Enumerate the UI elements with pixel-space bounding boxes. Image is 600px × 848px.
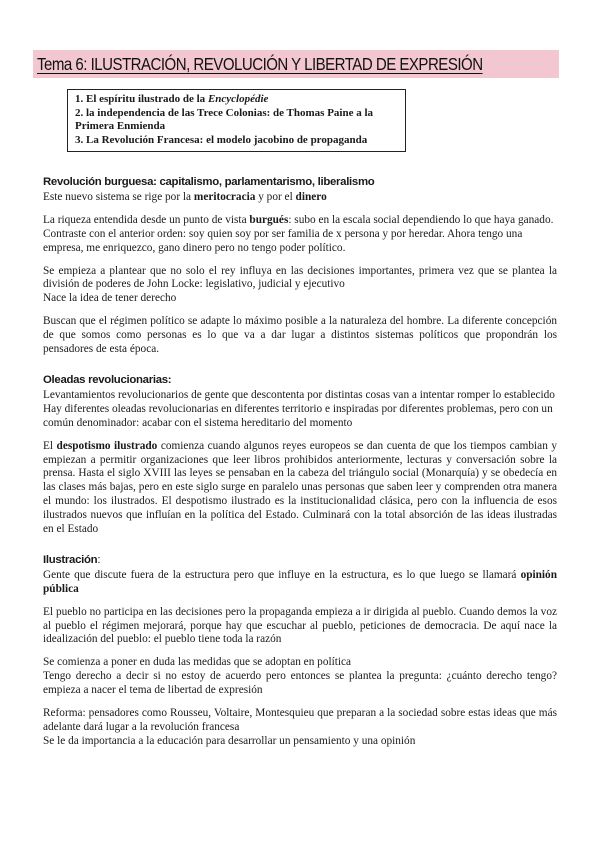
bold-text: despotismo ilustrado (56, 439, 158, 452)
title-highlight (33, 50, 559, 78)
bold-text: dinero (295, 190, 327, 203)
section-heading: Oleadas revolucionarias: (43, 373, 172, 386)
toc-item-2: 2. la independencia de las Trece Colonias: de Thomas Paine a la Primera Enmienda (75, 106, 374, 133)
paragraph (43, 707, 557, 749)
paragraph: Buscan que el régimen político se adapte lo máximo posible a la naturaleza del hombre. La diferente concepción de que somos como personas es lo que va a dar lugar a distintos sistemas políticos que propondrán los pensadores de esta época. (43, 315, 557, 356)
paragraph (43, 656, 557, 698)
toc-item-1-emphasis: Encyclopédie (207, 93, 269, 105)
document-body (43, 176, 557, 758)
paragraph (43, 191, 557, 205)
text: El (43, 439, 57, 452)
paragraph (43, 569, 557, 597)
text: Se empieza a plantear que no solo el rey influya en las decisiones importantes, primera vez que se plantea la división de poderes de John Locke: legislativo, judicial y ejecutivo (43, 264, 557, 291)
text: Nace la idea de tener derecho (43, 292, 177, 305)
text: La riqueza entendida desde un punto de vista (43, 213, 250, 226)
text: Se comienza a poner en duda las medidas que se adoptan en política (43, 656, 352, 669)
paragraph: El pueblo no participa en las decisiones pero la propaganda empieza a ir dirigida al pueblo. Cuando demos la voz al pueblo el régimen mejorará, porque hay que escuchar al pueblo, peticiones de democracia. De aquí nace la idealización del pueblo: el pueblo tiene toda la razón (43, 605, 557, 646)
toc-item-1 (75, 93, 399, 107)
text: y por el (255, 190, 296, 203)
table-of-contents (67, 89, 406, 152)
text: Levantamientos revolucionarios de gente que descontenta por distintas cosas van a intentar romper lo establecido (43, 388, 555, 401)
text: : subo en la escala social dependiendo lo que haya ganado. Contraste con el anterior orden: soy quien soy por ser familia de x persona y por heredar. Ahora tengo una empresa, me enriquezco, gano dinero pero no tengo poder político. (43, 213, 554, 254)
section-oleadas (43, 374, 557, 537)
section-ilustracion (43, 554, 557, 749)
text: comienza cuando algunos reyes europeos se dan cuenta de que los tiempos cambian y empiezan a permitir organizaciones que leer libros prohibidos anteriormente, lecturas y conversación sobre la prensa. Hasta el siglo XVIII las leyes se pensaban en la cabeza del triángulo social (Monarquía) y se obedecía en las clases más bajas, pero en este siglo surge en paralelo unas personas que saben leer y comprenden otra manera el mundo: los ilustrados. El despotismo ilustrado es la institucionalidad clásica, pero con la influencia de esos ilustrados nuevos que influían en la política del Estado. Culminará con la total absorción de las ideas ilustradas en el Estado (43, 439, 557, 536)
text: Reforma: pensadores como Rousseu, Voltaire, Montesquieu que preparan a la sociedad sobre estas ideas que más adelante dará lugar a la revolución francesa (43, 707, 557, 733)
section-heading: Revolución burguesa: capitalismo, parlamentarismo, liberalismo (43, 176, 375, 188)
text: Gente que discute fuera de la estructura pero que influye en la estructura, es lo que luego se llamará (43, 568, 521, 581)
paragraph (43, 265, 557, 307)
paragraph (43, 214, 557, 256)
bold-text: meritocracia (193, 190, 256, 203)
heading-text: Ilustración (43, 553, 98, 566)
section-revolucion-burguesa (43, 176, 557, 357)
page-title: Tema 6: ILUSTRACIÓN, REVOLUCIÓN Y LIBERTAD DE EXPRESIÓN (37, 53, 483, 74)
paragraph (43, 403, 557, 431)
text: Se le da importancia a la educación para desarrollar un pensamiento y una opinión (43, 734, 416, 747)
bold-text: opinión pública (43, 568, 557, 595)
toc-item-3: 3. La Revolución Francesa: el modelo jacobino de propaganda (75, 133, 368, 146)
text: Tengo derecho a decir si no estoy de acuerdo pero entonces se plantea la pregunta: ¿cuánto derecho tengo? empieza a nacer el tema de libertad de expresión (43, 670, 557, 697)
paragraph (43, 440, 557, 537)
text: Este nuevo sistema se rige por la (43, 190, 194, 203)
paragraph (43, 389, 557, 403)
heading-colon: : (97, 553, 101, 566)
text: Hay diferentes oleadas revolucionarias en diferentes territorio e inspiradas por diferentes problemas, pero con un común denominador: acabar con el sistema hereditario del momento (43, 402, 553, 429)
section-heading (43, 554, 557, 568)
bold-text: burgués (249, 213, 289, 226)
toc-item-1-text: 1. El espíritu ilustrado de la (75, 93, 208, 105)
